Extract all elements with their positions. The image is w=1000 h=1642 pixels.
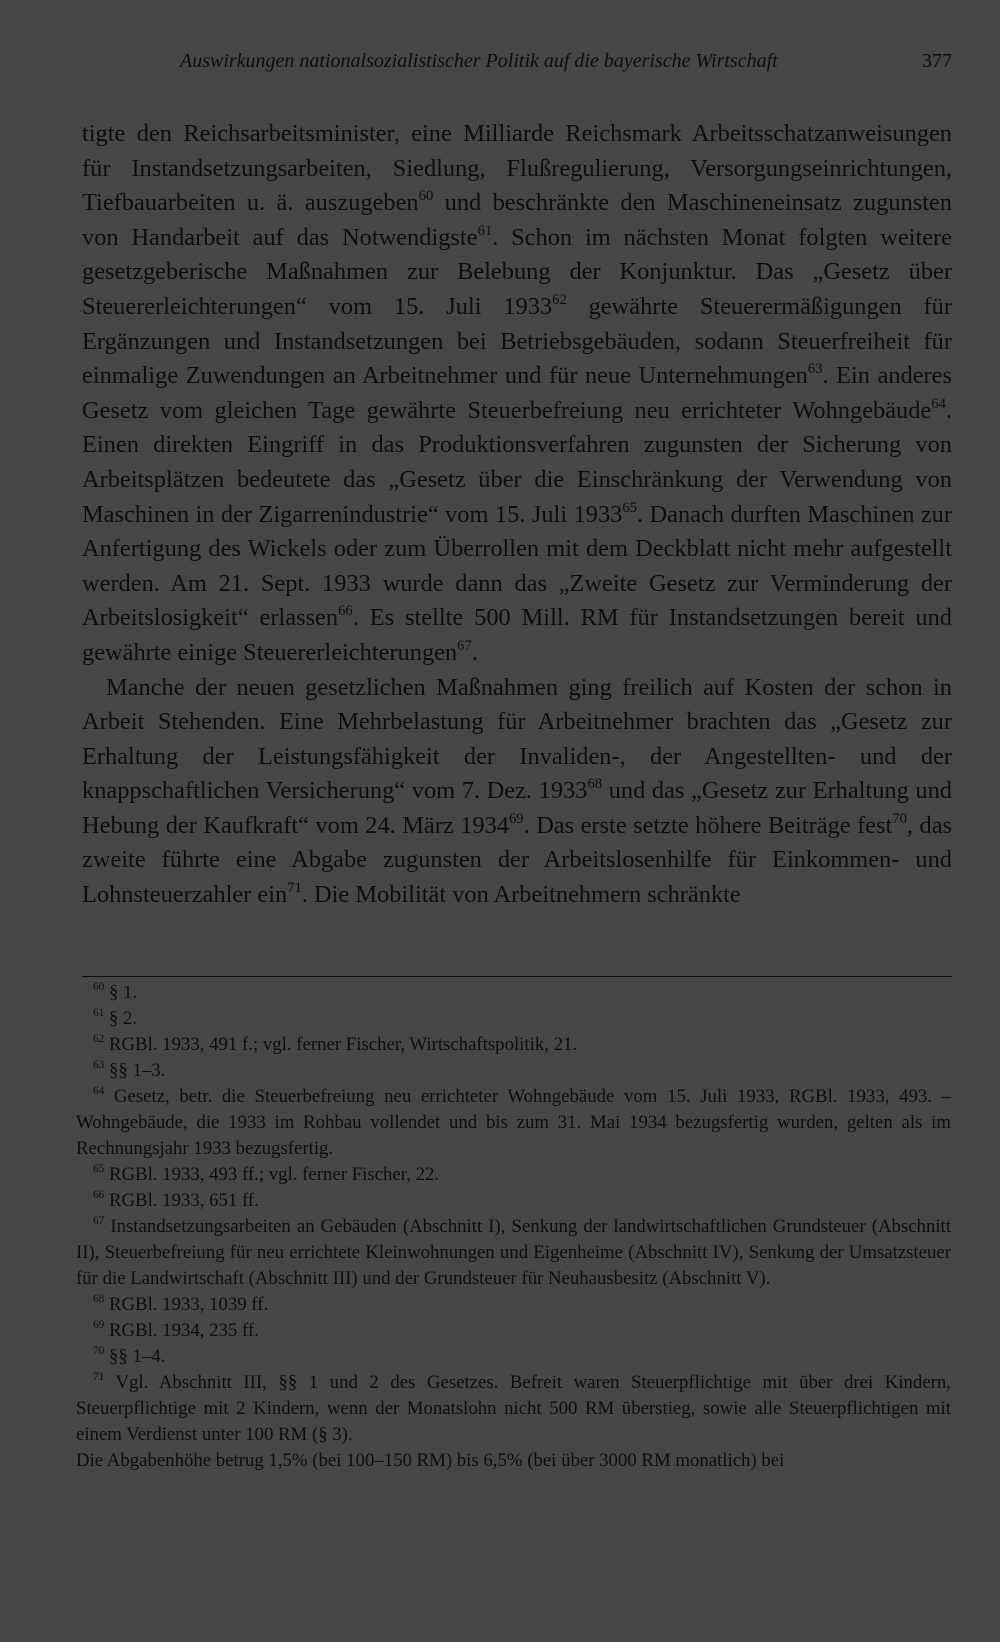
footnote-number: 62: [93, 1033, 105, 1046]
footnote-ref: 62: [552, 291, 567, 308]
footnote-number: 60: [93, 981, 105, 994]
footnote-number: 64: [93, 1085, 105, 1098]
footnote-number: 71: [93, 1371, 105, 1384]
footnote-number: 63: [93, 1059, 105, 1072]
footnote-ref: 64: [931, 395, 946, 412]
footnote-text: Instandsetzungsarbeiten an Gebäuden (Abschnitt I), Senkung der landwirtschaftlichen Grundsteuer (Abschnitt II), Steuerbefreiung für neu errichtete Kleinwohnungen und Eigenheime (Abschnitt IV), Senkung der Umsatzsteuer für die Landwirtschaft (Abschnitt III) und der Grundsteuer für Neuhausbesitz (Abschnitt V).: [76, 1216, 951, 1289]
footnote: [76, 1188, 951, 1214]
footnote-ref: 65: [622, 499, 637, 516]
text-run: . Das erste setzte höhere Beiträge fest: [523, 811, 893, 839]
footnote-number: 61: [93, 1007, 105, 1020]
footnote-text: §§ 1–3.: [104, 1060, 166, 1081]
footnote-ref: 68: [587, 776, 603, 793]
footnote-text: RGBl. 1933, 491 f.; vgl. ferner Fischer, Wirtschaftspolitik, 21.: [104, 1034, 578, 1055]
footnote: [76, 1084, 951, 1162]
footnote-text: §§ 1–4.: [104, 1346, 166, 1367]
footnote: [76, 1370, 951, 1448]
page-number: 377: [922, 50, 952, 72]
footnote-ref: 60: [418, 187, 434, 204]
footnote-continuation: Die Abgabenhöhe betrug 1,5% (bei 100–150 RM) bis 6,5% (bei über 3000 RM monatlich) bei: [76, 1450, 785, 1471]
footnote-number: 65: [93, 1163, 105, 1176]
footnote-number: 66: [93, 1189, 105, 1202]
footnote-ref: 70: [892, 810, 907, 827]
text-run: . Schon im nächsten Monat folgten weitere gesetzgeberische Maßnahmen zur Belebung der Konjunktur. Das „Gesetz über Steuererleichterungen“ vom 15. Juli 1933: [82, 223, 953, 320]
footnote-number: 70: [93, 1345, 105, 1358]
footnote-text: Vgl. Abschnitt III, §§ 1 und 2 des Gesetzes. Befreit waren Steuerpflichtige mit über drei Kindern, Steuerpflichtige mit 2 Kindern, wenn der Monatslohn nicht 500 RM überstieg, sowie alle Steuerpflichtigen mit einem Verdienst unter 100 RM (§ 3).: [76, 1372, 951, 1445]
footnote-ref: 66: [338, 603, 353, 620]
footnotes: [76, 980, 951, 1474]
footnote-text: Gesetz, betr. die Steuerbefreiung neu errichteter Wohngebäude vom 15. Juli 1933, RGBl. 1933, 493. – Wohngebäude, die 1933 im Rohbau vollendet und bis zum 31. Mai 1934 bezugsfertig wurden, gelten als im Rechnungsjahr 1933 bezugsfertig.: [76, 1086, 951, 1159]
footnote: [76, 1032, 951, 1058]
footnote-text: RGBl. 1933, 1039 ff.: [104, 1294, 269, 1315]
paragraph-1: [82, 117, 952, 671]
text-run: . Danach durften Maschinen zur Anfertigung des Wickels oder zum Überrollen mit dem Deckblatt nicht mehr aufgestellt werden. Am 21. Sept. 1933 wurde dann das „Zweite Gesetz zur Verminderung der Arbeitslosigkeit“ erlassen: [82, 500, 952, 632]
footnote-text: RGBl. 1934, 235 ff.: [104, 1320, 259, 1341]
text-run: gewährte Steuerermäßigungen für Ergänzungen und Instandsetzungen bei Betriebsgebäuden, sodann Steuerfreiheit für einmalige Zuwendungen an Arbeitnehmer und für neue Unternehmungen: [82, 292, 952, 390]
text-run: . Es stellte 500 Mill. RM für Instandsetzungen bereit und gewährte einige Steuererleichterungen: [82, 604, 952, 666]
text-run: . Ein anderes Gesetz vom gleichen Tage gewährte Steuerbefreiung neu errichteter Wohngebäude: [82, 362, 952, 424]
footnote-text: § 1.: [104, 982, 138, 1003]
text-run: . Einen direkten Eingriff in das Produktionsverfahren zugunsten der Sicherung von Arbeitsplätzen bedeutete das „Gesetz über die Einschränkung der Verwendung von Maschinen in der Zigarrenindustrie“ vom 15. Juli 1933: [82, 396, 952, 528]
text-run: . Die Mobilität von Arbeitnehmern schränkte: [301, 881, 741, 909]
text-run: Manche der neuen gesetzlichen Maßnahmen ging freilich auf Kosten der schon in Arbeit Stehenden. Eine Mehrbelastung für Arbeitnehmer brachten das „Gesetz zur Erhaltung der Leistungsfähigkeit der Invaliden-, der Angestellten- und der knappschaftlichen Versicherung“ vom 7. Dez. 1933: [82, 673, 952, 805]
footnote-number: 69: [93, 1319, 105, 1332]
footnote-text: § 2.: [104, 1008, 138, 1029]
footnote-separator: [82, 976, 952, 977]
footnote-text: RGBl. 1933, 493 ff.; vgl. ferner Fischer, 22.: [104, 1164, 440, 1185]
footnote: [76, 1344, 951, 1370]
footnote: [76, 1006, 951, 1032]
paragraph-2: [82, 671, 952, 913]
footnote-ref: 69: [508, 810, 524, 827]
footnote-ref: 63: [807, 360, 823, 377]
main-text: [82, 117, 952, 913]
footnote: [76, 1214, 951, 1292]
footnote: [76, 1162, 951, 1188]
text-run: und das „Gesetz zur Erhaltung und Hebung der Kaufkraft“ vom 24. März 1934: [82, 777, 953, 839]
footnote-ref: 61: [477, 222, 493, 239]
text-run: , das zweite führte eine Abgabe zugunsten der Arbeitslosenhilfe für Einkommen- und Lohnsteuerzahler ein: [82, 811, 953, 909]
text-run: .: [471, 638, 478, 666]
footnote: [76, 1058, 951, 1084]
footnote-number: 67: [93, 1215, 105, 1228]
footnote-number: 68: [93, 1293, 105, 1306]
footnote: [76, 1292, 951, 1318]
footnote-ref: 67: [457, 637, 472, 654]
footnote: [76, 1318, 951, 1344]
footnote-text: RGBl. 1933, 651 ff.: [104, 1190, 259, 1211]
running-title: Auswirkungen nationalsozialistischer Politik auf die bayerische Wirtschaft: [180, 50, 778, 72]
running-header: [180, 50, 952, 73]
text-run: und beschränkte den Maschineneinsatz zugunsten von Handarbeit auf das Notwendigste: [82, 189, 952, 251]
footnote-ref: 71: [287, 879, 302, 896]
footnote: [76, 980, 951, 1006]
text-run: tigte den Reichsarbeitsminister, eine Milliarde Reichsmark Arbeitsschatzanweisungen für Instandsetzungsarbeiten, Siedlung, Flußregulierung, Versorgungseinrichtungen, Tiefbauarbeiten u. ä. auszugeben: [82, 120, 952, 217]
